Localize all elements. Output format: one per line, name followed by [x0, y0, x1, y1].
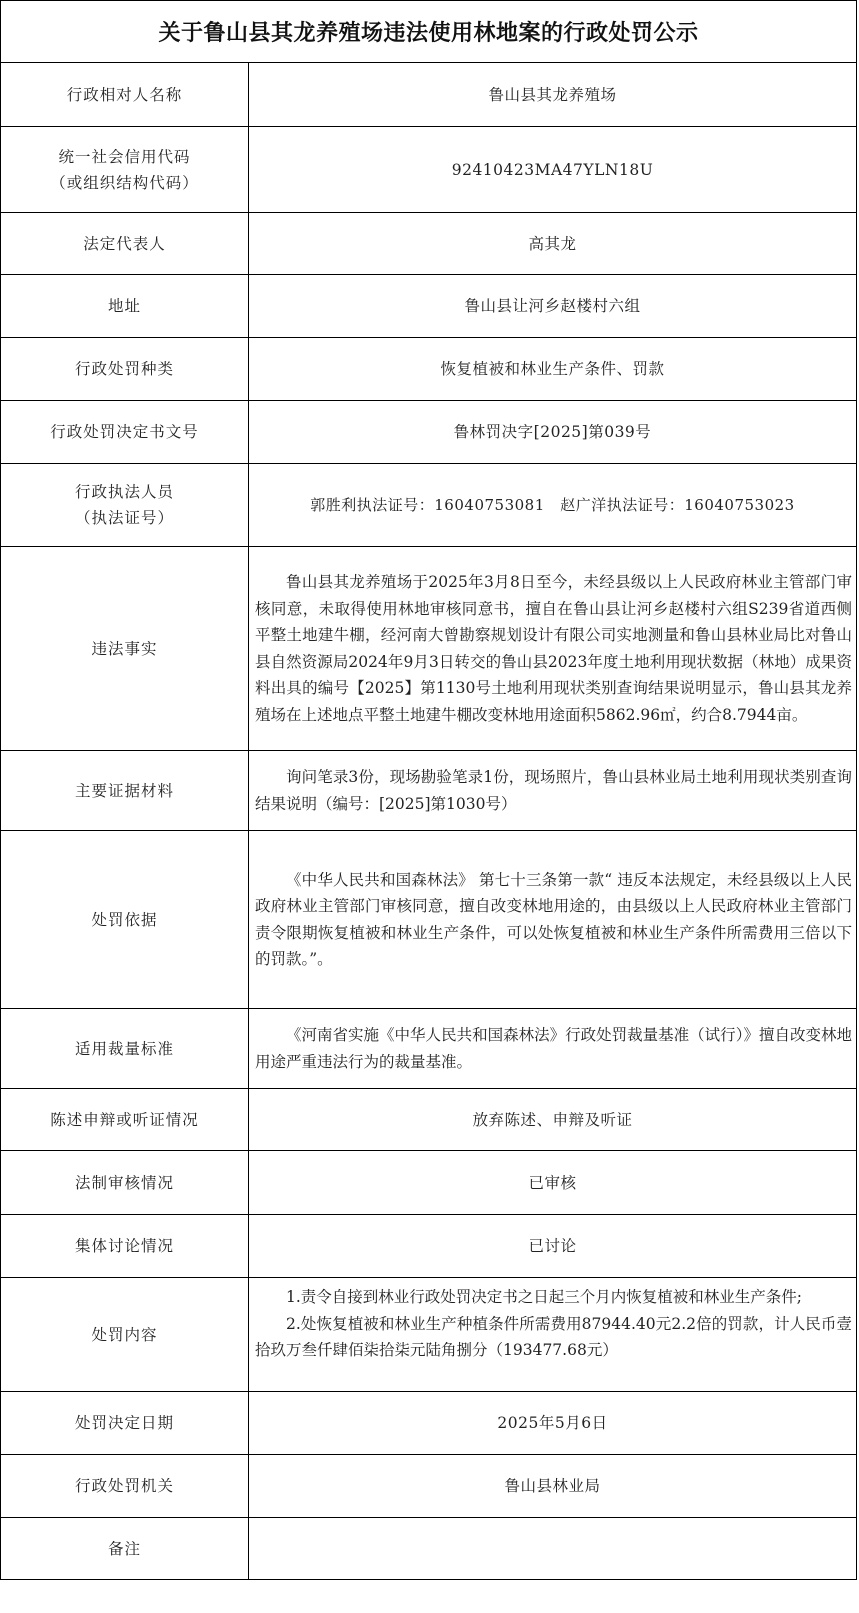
authority-value: 鲁山县林业局 — [249, 1455, 857, 1518]
table-row — [1, 1215, 857, 1278]
party-name-label: 行政相对人名称 — [1, 63, 249, 127]
page-title: 关于鲁山县其龙养殖场违法使用林地案的行政处罚公示 — [0, 0, 857, 62]
standard-label: 适用裁量标准 — [1, 1009, 249, 1089]
table-row — [1, 127, 857, 213]
table-row — [1, 275, 857, 338]
table-row — [1, 751, 857, 831]
legal-rep-value: 高其龙 — [249, 213, 857, 275]
facts-value — [249, 547, 857, 751]
penalty-type-label: 行政处罚种类 — [1, 338, 249, 401]
table-row — [1, 213, 857, 275]
content-item-1: 1.责令自接到林业行政处罚决定书之日起三个月内恢复植被和林业生产条件; — [286, 1288, 803, 1306]
remarks-label: 备注 — [1, 1518, 249, 1580]
standard-text: 《河南省实施《中华人民共和国森林法》行政处罚裁量基准（试行）》擅自改变林地用途严重违法行为的裁量基准。 — [255, 1026, 852, 1071]
address-label: 地址 — [1, 275, 249, 338]
content-clip — [255, 1278, 852, 1390]
table-row — [1, 547, 857, 751]
table-row — [1, 1392, 857, 1455]
officers-value: 郭胜利执法证号：16040753081 赵广洋执法证号：16040753023 — [249, 464, 857, 547]
officers-label-line1: 行政执法人员 — [74, 483, 174, 501]
penalty-type-value: 恢复植被和林业生产条件、罚款 — [249, 338, 857, 401]
evidence-label: 主要证据材料 — [1, 751, 249, 831]
decision-no-label: 行政处罚决定书文号 — [1, 401, 249, 464]
credit-code-label — [1, 127, 249, 213]
decision-no-value: 鲁林罚决字[2025]第039号 — [249, 401, 857, 464]
table-row — [1, 63, 857, 127]
officers-label — [1, 464, 249, 547]
basis-label: 处罚依据 — [1, 831, 249, 1009]
credit-code-label-line2: （或组织结构代码） — [50, 173, 199, 192]
facts-text: 鲁山县其龙养殖场于2025年3月8日至今，未经县级以上人民政府林业主管部门审核同意，未取得使用林地审核同意书，擅自在鲁山县让河乡赵楼村六组S239省道西侧平整土地建牛棚，经河南大曾勘察规划设计有限公司实地测量和鲁山县林业局比对鲁山县自然资源局2024年9月3日转交的鲁山县2023年度土地利用现状数据（林地）成果资料出具的编号【2025】第1130号土地利用现状类别查询结果说明显示，鲁山县其龙养殖场在上述地点平整土地建牛棚改变林地用途面积5862.96㎡，约合8.7944亩。 — [255, 573, 852, 724]
hearing-label: 陈述申辩或听证情况 — [1, 1089, 249, 1151]
table-row — [1, 464, 857, 547]
table-row — [1, 1009, 857, 1089]
content-value — [249, 1278, 857, 1392]
party-name-value: 鲁山县其龙养殖场 — [249, 63, 857, 127]
legal-review-label: 法制审核情况 — [1, 1151, 249, 1215]
basis-value — [249, 831, 857, 1009]
table-row — [1, 401, 857, 464]
evidence-text: 询问笔录3份，现场勘验笔录1份，现场照片，鲁山县林业局土地利用现状类别查询结果说明（编号：[2025]第1030号） — [255, 768, 852, 813]
facts-label: 违法事实 — [1, 547, 249, 751]
content-item-2: 2.处恢复植被和林业生产种植条件所需费用87944.40元2.2倍的罚款，计人民币壹拾玖万叁仟肆佰柒拾柒元陆角捌分（193477.68元） — [255, 1314, 852, 1359]
penalty-info-table — [0, 62, 857, 1580]
officers-label-line2: （执法证号） — [74, 509, 174, 527]
decision-date-label: 处罚决定日期 — [1, 1392, 249, 1455]
collective-label: 集体讨论情况 — [1, 1215, 249, 1278]
table-row — [1, 1089, 857, 1151]
collective-value: 已讨论 — [249, 1215, 857, 1278]
credit-code-label-line1: 统一社会信用代码 — [58, 147, 191, 166]
table-row — [1, 338, 857, 401]
content-label: 处罚内容 — [1, 1278, 249, 1392]
table-row — [1, 1455, 857, 1518]
legal-review-value: 已审核 — [249, 1151, 857, 1215]
table-row — [1, 1518, 857, 1580]
decision-date-value: 2025年5月6日 — [249, 1392, 857, 1455]
table-row — [1, 1278, 857, 1392]
hearing-value: 放弃陈述、申辩及听证 — [249, 1089, 857, 1151]
authority-label: 行政处罚机关 — [1, 1455, 249, 1518]
legal-rep-label: 法定代表人 — [1, 213, 249, 275]
table-row — [1, 831, 857, 1009]
table-row — [1, 1151, 857, 1215]
credit-code-value: 92410423MA47YLN18U — [249, 127, 857, 213]
address-value: 鲁山县让河乡赵楼村六组 — [249, 275, 857, 338]
standard-value — [249, 1009, 857, 1089]
basis-text: 《中华人民共和国森林法》 第七十三条第一款“ 违反本法规定，未经县级以上人民政府林业主管部门审核同意，擅自改变林地用途的，由县级以上人民政府林业主管部门责令限期恢复植被和林业生产条件，可以处恢复植被和林业生产条件所需费用三倍以下的罚款。”。 — [255, 870, 852, 968]
remarks-value — [249, 1518, 857, 1580]
evidence-value — [249, 751, 857, 831]
